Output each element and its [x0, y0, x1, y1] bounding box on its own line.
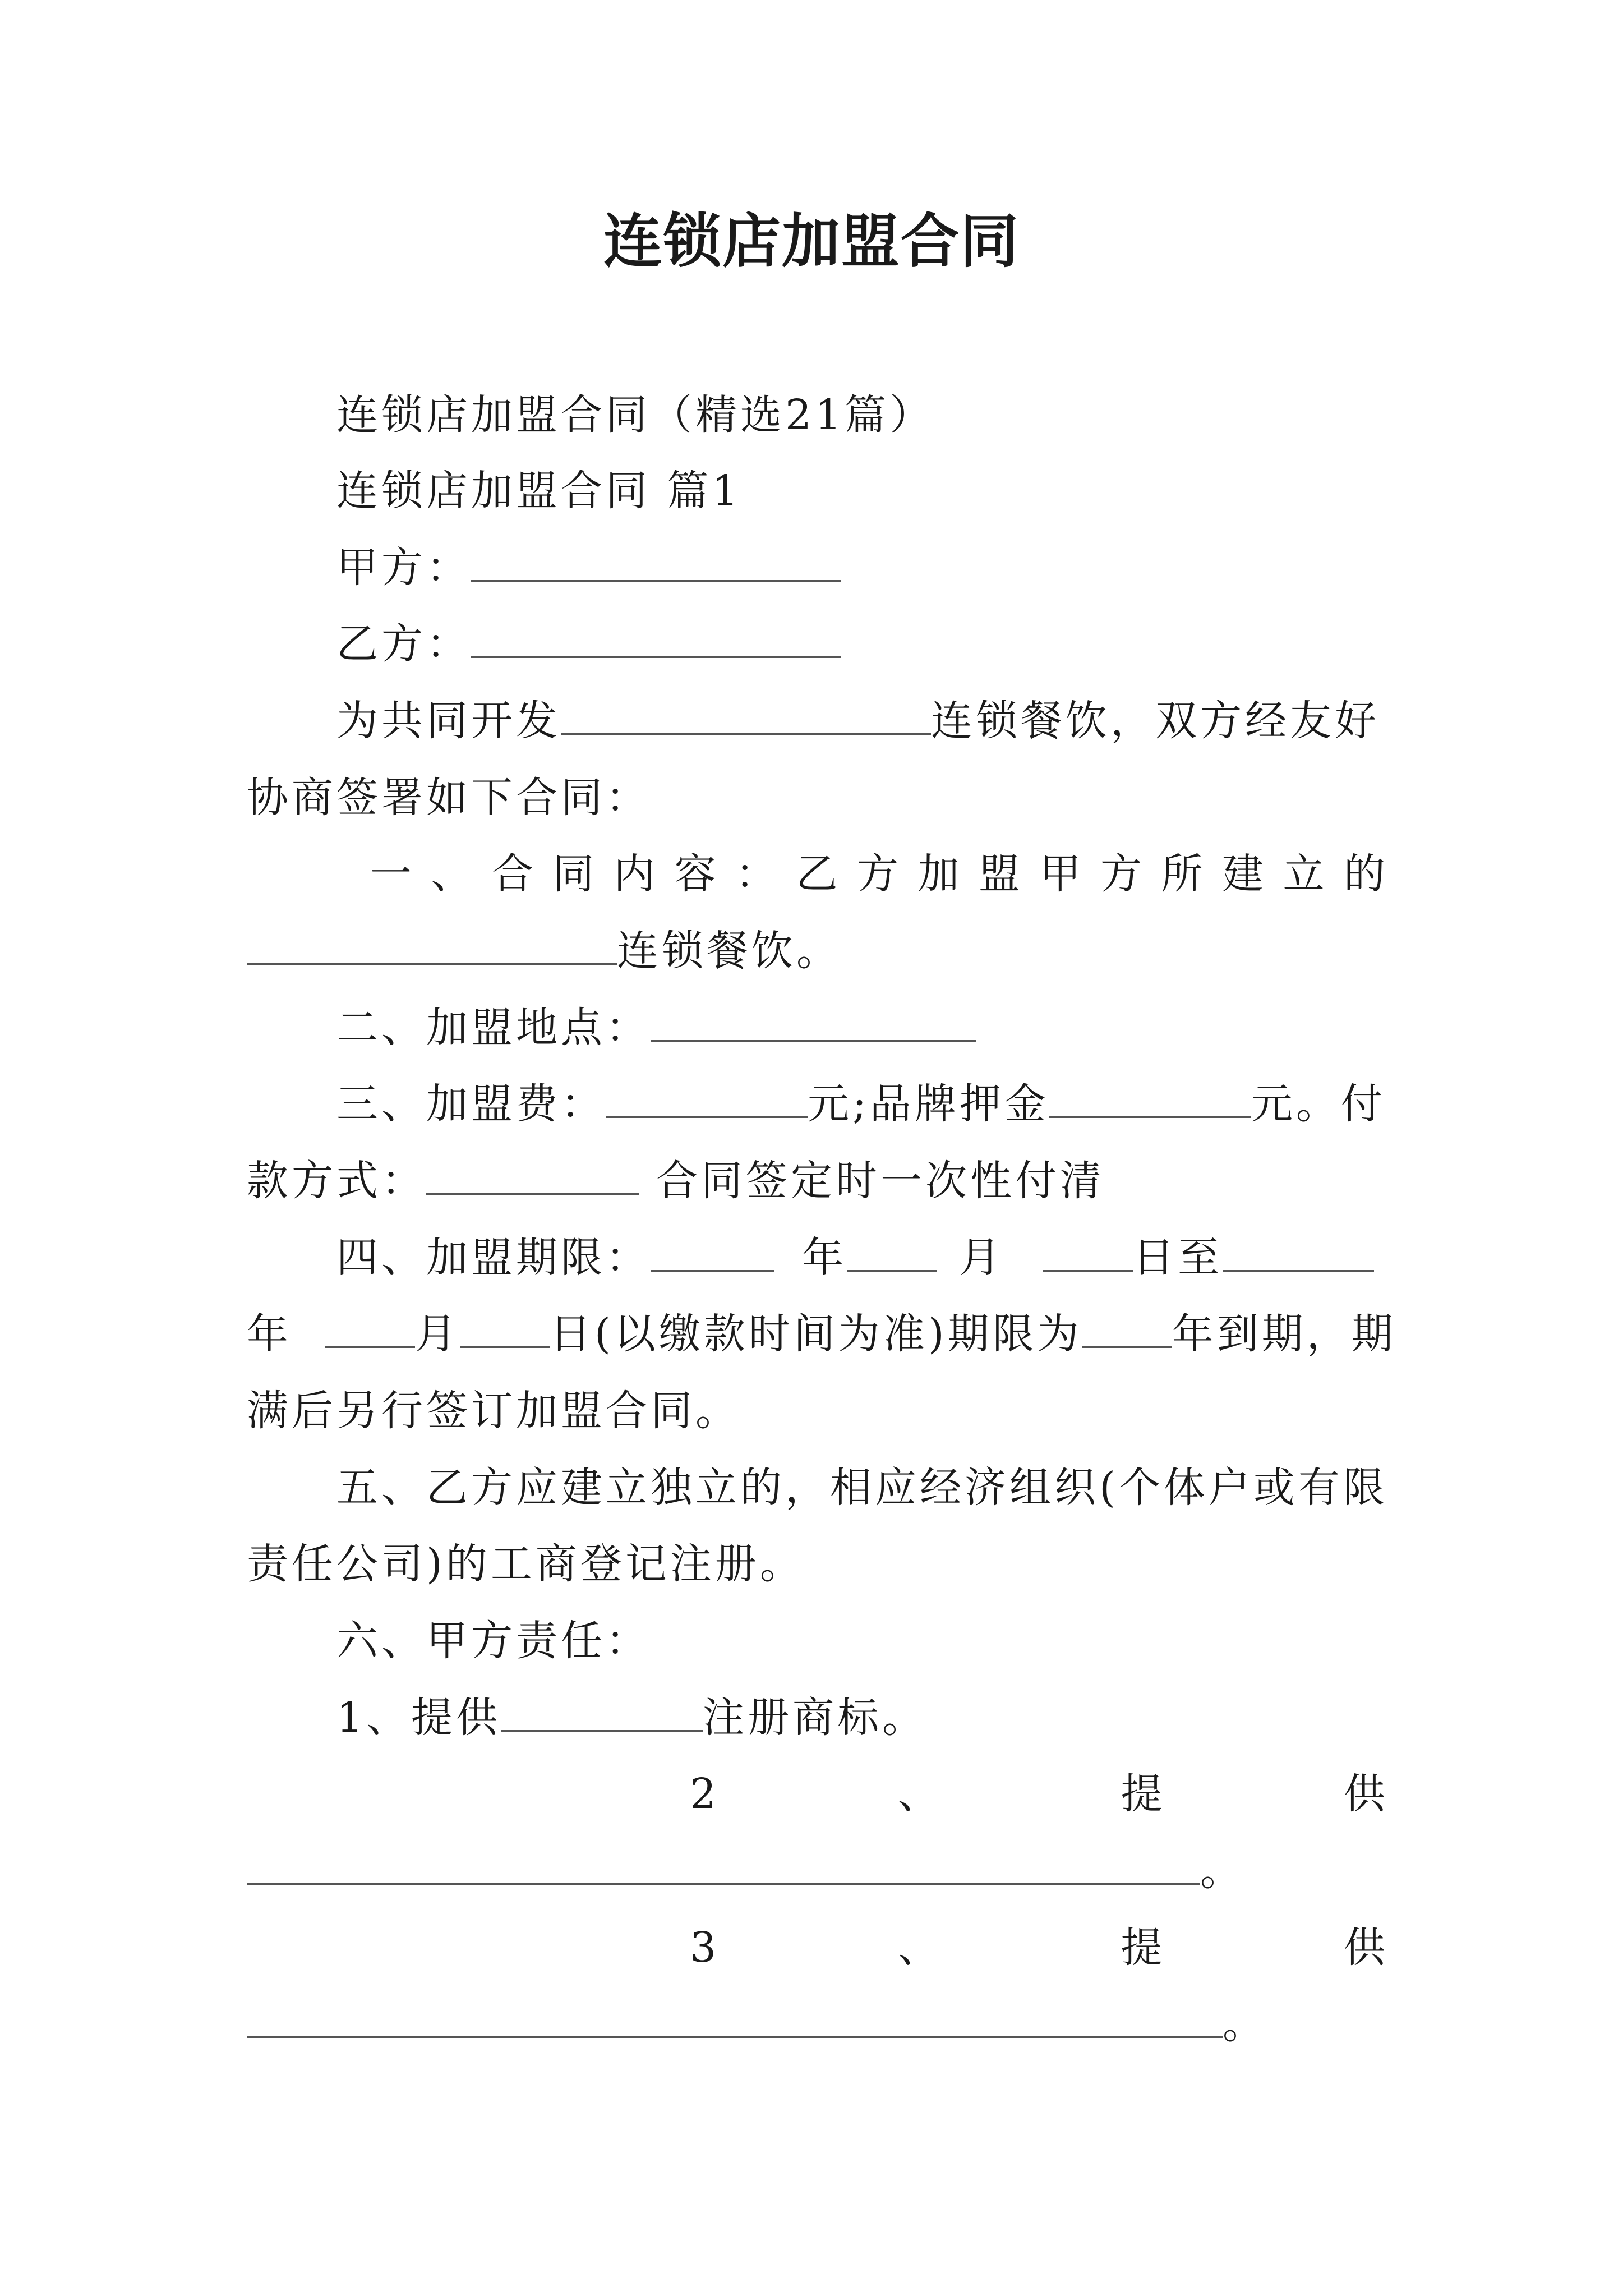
c4-start-month-blank	[847, 1230, 937, 1272]
intro-line-2	[247, 770, 651, 826]
c1-char: ：	[735, 850, 777, 898]
c3-fee-blank	[606, 1076, 808, 1118]
clause-4-line-2	[247, 1306, 1396, 1362]
c6-3-char: 提	[1121, 1924, 1163, 1972]
c6-2-char: 提	[1121, 1770, 1163, 1818]
party-a-blank	[471, 540, 841, 582]
subtitle-line	[336, 387, 934, 443]
c5-line2-text: 责任公司)的工商登记注册。	[247, 1540, 805, 1588]
c3-deposit-blank	[1049, 1076, 1251, 1118]
section-heading	[336, 463, 742, 519]
c6-label: 六、甲方责任：	[336, 1617, 651, 1665]
clause-6-3-line-1	[690, 1920, 1385, 1976]
c1-char: 同	[552, 850, 594, 898]
c1-char: 乙	[796, 850, 838, 898]
c3-mid: 元;品牌押金	[808, 1080, 1049, 1128]
c6-2-char: 供	[1343, 1770, 1385, 1818]
c1-char: 立	[1283, 850, 1325, 898]
c1-char: 盟	[979, 850, 1020, 898]
intro-post: 连锁餐饮，双方经友好	[931, 697, 1380, 745]
c4-pre: 四、加盟期限：	[336, 1234, 651, 1282]
section-label: 连锁店加盟合同 篇1	[336, 467, 742, 515]
c3-payment-blank	[426, 1153, 639, 1195]
c1-char: 建	[1222, 850, 1264, 898]
intro-line-1	[336, 693, 1380, 749]
clause-5-line-1	[336, 1460, 1388, 1516]
party-a-label: 甲方：	[336, 544, 471, 592]
c1-char: 一	[370, 850, 412, 898]
c1-blank	[247, 923, 617, 965]
clause-2-line	[336, 1000, 976, 1056]
clause-3-line-1	[336, 1076, 1386, 1132]
c6-3-char: 供	[1343, 1924, 1385, 1972]
c1-char: 方	[857, 850, 898, 898]
c4-line2-month: 月	[415, 1310, 460, 1358]
c1-char: 的	[1344, 850, 1385, 898]
intro-blank	[561, 693, 931, 735]
c1-char: 加	[917, 850, 960, 898]
c6-2-char: 、	[897, 1770, 939, 1818]
c1-char: 内	[614, 850, 655, 898]
c1-char: 方	[1100, 850, 1142, 898]
c3-pre: 三、加盟费：	[336, 1080, 606, 1128]
party-b-blank	[471, 616, 841, 658]
c5-line1-text: 五、乙方应建立独立的，相应经济组织(个体户或有限	[336, 1464, 1388, 1512]
clause-6-2-line-2	[247, 1843, 1245, 1899]
c2-label: 二、加盟地点：	[336, 1004, 651, 1052]
c6-2-period: 。	[1200, 1847, 1245, 1895]
c4-start-day-blank	[1043, 1230, 1133, 1272]
c4-end-month-blank	[325, 1306, 415, 1348]
clause-1-line-2	[247, 923, 841, 979]
clause-4-line-3	[247, 1383, 740, 1439]
c1-char: 合	[492, 850, 533, 898]
c6-3-char: 3	[690, 1924, 717, 1972]
c1-char: 容	[674, 850, 716, 898]
c6-3-char: 、	[897, 1924, 939, 1972]
intro-line2-text: 协商签署如下合同：	[247, 774, 651, 822]
c3-line2-post: 合同签定时一次性付清	[656, 1157, 1105, 1205]
clause-6-2-line-1	[690, 1766, 1385, 1822]
c4-month: 月	[959, 1234, 1004, 1282]
c6-2-blank	[247, 1843, 1200, 1885]
c1-char: 、	[431, 850, 473, 898]
c6-2-char: 2	[690, 1770, 717, 1818]
c4-line2-day: 日(以缴款时间为准)期限为	[550, 1310, 1082, 1358]
c1-char: 甲	[1039, 850, 1081, 898]
c4-end-day-blank	[460, 1306, 550, 1348]
c1-char: 所	[1161, 850, 1203, 898]
c6-1-pre: 1、提供	[336, 1694, 501, 1742]
clause-4-line-1	[336, 1230, 1374, 1286]
c6-1-blank	[501, 1690, 703, 1732]
c6-3-period: 。	[1223, 2000, 1267, 2048]
c4-line3-text: 满后另行签订加盟合同。	[247, 1387, 740, 1435]
c6-3-blank	[247, 1996, 1223, 2038]
c1-line2-text: 连锁餐饮。	[617, 927, 841, 975]
c4-term-blank	[1082, 1306, 1172, 1348]
party-b-line	[336, 616, 841, 672]
c3-post: 元。付	[1251, 1080, 1386, 1128]
c3-line2-pre: 款方式：	[247, 1157, 426, 1205]
contract-title: 连锁店加盟合同	[603, 206, 1020, 275]
clause-6-heading	[336, 1613, 651, 1669]
c4-start-year-blank	[651, 1230, 774, 1272]
clause-3-line-2	[247, 1153, 1105, 1209]
c4-line2-year: 年	[247, 1310, 292, 1358]
clause-5-line-2	[247, 1536, 805, 1592]
c2-blank	[651, 1000, 976, 1042]
c4-end-year-blank	[1223, 1230, 1374, 1272]
c4-day-to: 日至	[1133, 1234, 1223, 1282]
c4-line2-post: 年到期，期	[1172, 1310, 1396, 1358]
c6-1-post: 注册商标。	[703, 1694, 928, 1742]
party-a-line	[336, 540, 841, 596]
subtitle: 连锁店加盟合同（精选21篇）	[336, 391, 935, 439]
clause-6-1-line	[336, 1690, 927, 1746]
party-b-label: 乙方：	[336, 620, 471, 668]
intro-pre: 为共同开发	[336, 697, 561, 745]
c4-year: 年	[802, 1234, 847, 1282]
clause-1-line-1	[370, 846, 1385, 902]
clause-6-3-line-2	[247, 1996, 1267, 2052]
